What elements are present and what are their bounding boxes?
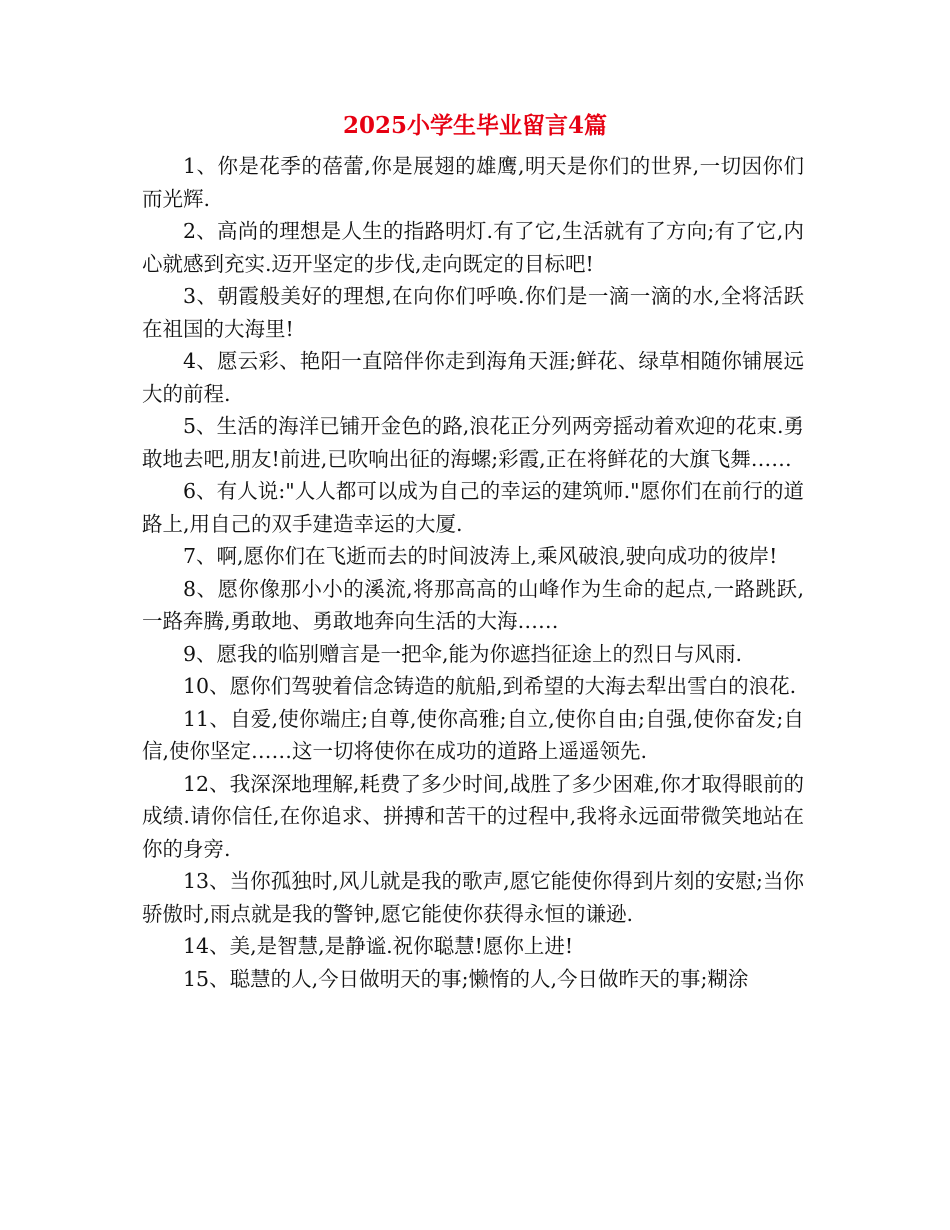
paragraph-11: 11、自爱,使你端庄;自尊,使你高雅;自立,使你自由;自强,使你奋发;自信,使你坚定……这一切将使你在成功的道路上遥遥领先. [142,706,804,763]
paragraph-1: 1、你是花季的蓓蕾,你是展翅的雄鹰,明天是你们的世界,一切因你们而光辉. [142,154,804,211]
paragraph-4: 4、愿云彩、艳阳一直陪伴你走到海角天涯;鲜花、绿草相随你铺展远大的前程. [142,349,804,406]
paragraph-9: 9、愿我的临别赠言是一把伞,能为你遮挡征途上的烈日与风雨. [183,641,743,666]
paragraph-12: 12、我深深地理解,耗费了多少时间,战胜了多少困难,你才取得眼前的成绩.请你信任,在你追求、拼搏和苦干的过程中,我将永远面带微笑地站在你的身旁. [142,771,804,861]
paragraph-3: 3、朝霞般美好的理想,在向你们呼唤.你们是一滴一滴的水,全将活跃在祖国的大海里! [142,284,804,341]
paragraph-14: 14、美,是智慧,是静谧.祝你聪慧!愿你上进! [183,934,574,958]
paragraph-6: 6、有人说:"人人都可以成为自己的幸运的建筑师."愿你们在前行的道路上,用自己的双手建造幸运的大厦. [142,479,804,536]
paragraph-7: 7、啊,愿你们在飞逝而去的时间波涛上,乘风破浪,驶向成功的彼岸! [183,544,778,568]
document-title: 2025小学生毕业留言4篇 [342,112,608,139]
paragraph-2: 2、高尚的理想是人生的指路明灯.有了它,生活就有了方向;有了它,内心就感到充实.迈开坚定的步伐,走向既定的目标吧! [142,219,804,276]
paragraph-15: 15、聪慧的人,今日做明天的事;懒惰的人,今日做昨天的事;糊涂 [183,966,749,991]
paragraph-8: 8、愿你像那小小的溪流,将那高高的山峰作为生命的起点,一路跳跃,一路奔腾,勇敢地、勇敢地奔向生活的大海…… [142,576,804,633]
paragraph-13: 13、当你孤独时,风儿就是我的歌声,愿它能使你得到片刻的安慰;当你骄傲时,雨点就是我的警钟,愿它能使你获得永恒的谦逊. [142,869,804,926]
document-body [142,150,804,995]
paragraph-10: 10、愿你们驾驶着信念铸造的航船,到希望的大海去犁出雪白的浪花. [183,674,797,698]
paragraph-5: 5、生活的海洋已铺开金色的路,浪花正分列两旁摇动着欢迎的花束.勇敢地去吧,朋友!前进,已吹响出征的海螺;彩霞,正在将鲜花的大旗飞舞…… [142,414,804,471]
